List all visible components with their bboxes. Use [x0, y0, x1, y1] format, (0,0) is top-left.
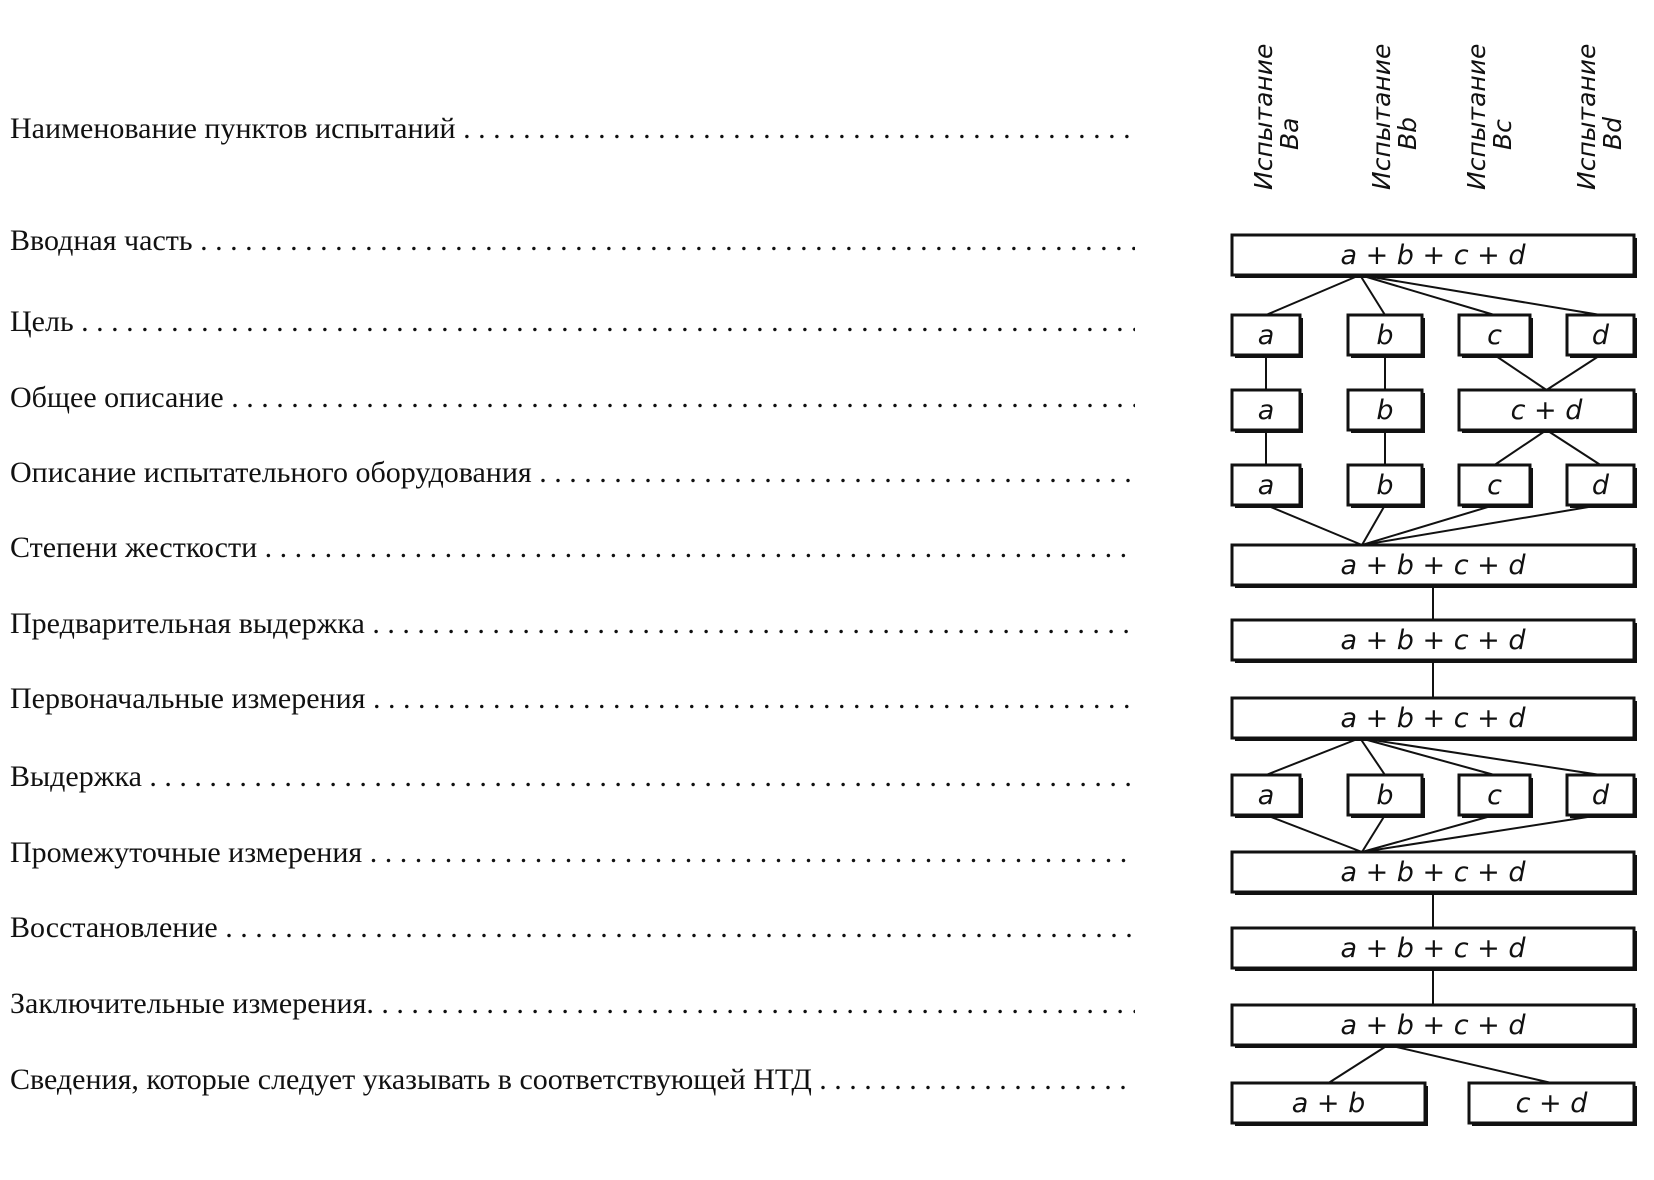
box-row-11-0 — [1232, 1083, 1428, 1126]
box-text: a — [1257, 470, 1275, 501]
row-label-1: Цель . . . — [10, 305, 1135, 339]
box-row-0-0 — [1232, 235, 1637, 278]
box-row-9-0 — [1232, 928, 1637, 971]
box-row-10-0 — [1232, 1005, 1637, 1048]
box-text: c + d — [1510, 395, 1583, 426]
box-row-1-0 — [1232, 315, 1303, 358]
box-row-1-1 — [1348, 315, 1425, 358]
row-label-header: Наименование пунктов испытаний . . . — [10, 112, 1135, 146]
box-text: c — [1487, 470, 1502, 501]
connector-1-2 — [1495, 355, 1547, 390]
box-row-3-0 — [1232, 465, 1303, 508]
column-header-bd-line1: Испытание — [1572, 43, 1601, 190]
row-label-9: Восстановление . . . — [10, 911, 1135, 945]
box-row-3-1 — [1348, 465, 1425, 508]
box-row-2-0 — [1232, 390, 1303, 433]
box-text: b — [1376, 780, 1394, 811]
box-row-3-3 — [1567, 465, 1637, 508]
connector-0-3 — [1360, 275, 1601, 315]
column-header-bc-line1: Испытание — [1462, 43, 1491, 190]
box-row-7-3 — [1567, 775, 1637, 818]
column-header-bb — [1367, 44, 1422, 190]
box-text: a + b + c + d — [1340, 703, 1526, 734]
box-row-1-3 — [1567, 315, 1637, 358]
connector-7-0 — [1266, 815, 1362, 852]
box-text: d — [1591, 780, 1610, 811]
box-text: d — [1591, 470, 1610, 501]
row-label-11: Сведения, которые следует указывать в соответствующей НТД . . . — [10, 1063, 1135, 1097]
box-text: a — [1257, 320, 1275, 351]
column-header-bd — [1572, 44, 1627, 190]
box-row-11-1 — [1469, 1083, 1637, 1126]
column-header-ba — [1249, 44, 1304, 190]
column-header-bc — [1462, 44, 1517, 190]
diagram-boxes — [1232, 235, 1637, 1126]
connector-2-3 — [1547, 430, 1601, 465]
box-row-4-0 — [1232, 545, 1637, 588]
box-text: c + d — [1515, 1088, 1588, 1119]
row-label-2: Общее описание . . . — [10, 381, 1135, 415]
connector-10-1 — [1388, 1045, 1552, 1083]
box-text: a + b + c + d — [1340, 550, 1526, 581]
row-label-0: Вводная часть . . . — [10, 224, 1135, 258]
box-text: b — [1376, 395, 1394, 426]
box-row-2-1 — [1348, 390, 1425, 433]
box-text: a — [1257, 780, 1275, 811]
column-header-ba-line2: Ba — [1275, 117, 1304, 150]
column-header-bc-line2: Bc — [1488, 119, 1517, 150]
column-header-bb-line2: Bb — [1393, 116, 1422, 150]
box-text: a + b + c + d — [1340, 1010, 1526, 1041]
row-label-5: Предварительная выдержка . . . — [10, 607, 1135, 641]
box-row-7-0 — [1232, 775, 1303, 818]
box-row-8-0 — [1232, 852, 1637, 895]
connector-6-3 — [1360, 738, 1601, 775]
row-label-10: Заключительные измерения. . . . — [10, 987, 1135, 1021]
box-row-1-2 — [1459, 315, 1533, 358]
connector-3-0 — [1266, 505, 1362, 545]
column-header-bb-line1: Испытание — [1367, 43, 1396, 190]
connector-3-3 — [1362, 505, 1601, 545]
box-row-2-2 — [1459, 390, 1637, 433]
row-label-8: Промежуточные измерения . . . — [10, 836, 1135, 870]
box-text: a + b — [1291, 1088, 1366, 1119]
box-row-5-0 — [1232, 620, 1637, 663]
connector-0-0 — [1266, 275, 1360, 315]
box-text: a + b + c + d — [1340, 625, 1526, 656]
box-text: a + b + c + d — [1340, 240, 1526, 271]
column-header-bd-line2: Bd — [1598, 116, 1627, 150]
box-row-7-2 — [1459, 775, 1533, 818]
box-row-7-1 — [1348, 775, 1425, 818]
box-row-3-2 — [1459, 465, 1533, 508]
box-text: c — [1487, 320, 1502, 351]
row-label-6: Первоначальные измерения . . . — [10, 682, 1135, 716]
box-text: a + b + c + d — [1340, 857, 1526, 888]
box-row-6-0 — [1232, 698, 1637, 741]
box-text: a + b + c + d — [1340, 933, 1526, 964]
connector-2-2 — [1495, 430, 1547, 465]
row-label-3: Описание испытательного оборудования . . . — [10, 456, 1135, 490]
box-text: b — [1376, 470, 1394, 501]
connector-10-0 — [1329, 1045, 1389, 1083]
connector-1-3 — [1547, 355, 1601, 390]
box-text: c — [1487, 780, 1502, 811]
box-text: d — [1591, 320, 1610, 351]
column-header-ba-line1: Испытание — [1249, 43, 1278, 190]
row-label-7: Выдержка . . . — [10, 760, 1135, 794]
box-text: b — [1376, 320, 1394, 351]
box-text: a — [1257, 395, 1275, 426]
row-label-4: Степени жесткости . . . — [10, 531, 1135, 565]
connector-6-0 — [1266, 738, 1360, 775]
connector-7-3 — [1362, 815, 1601, 852]
